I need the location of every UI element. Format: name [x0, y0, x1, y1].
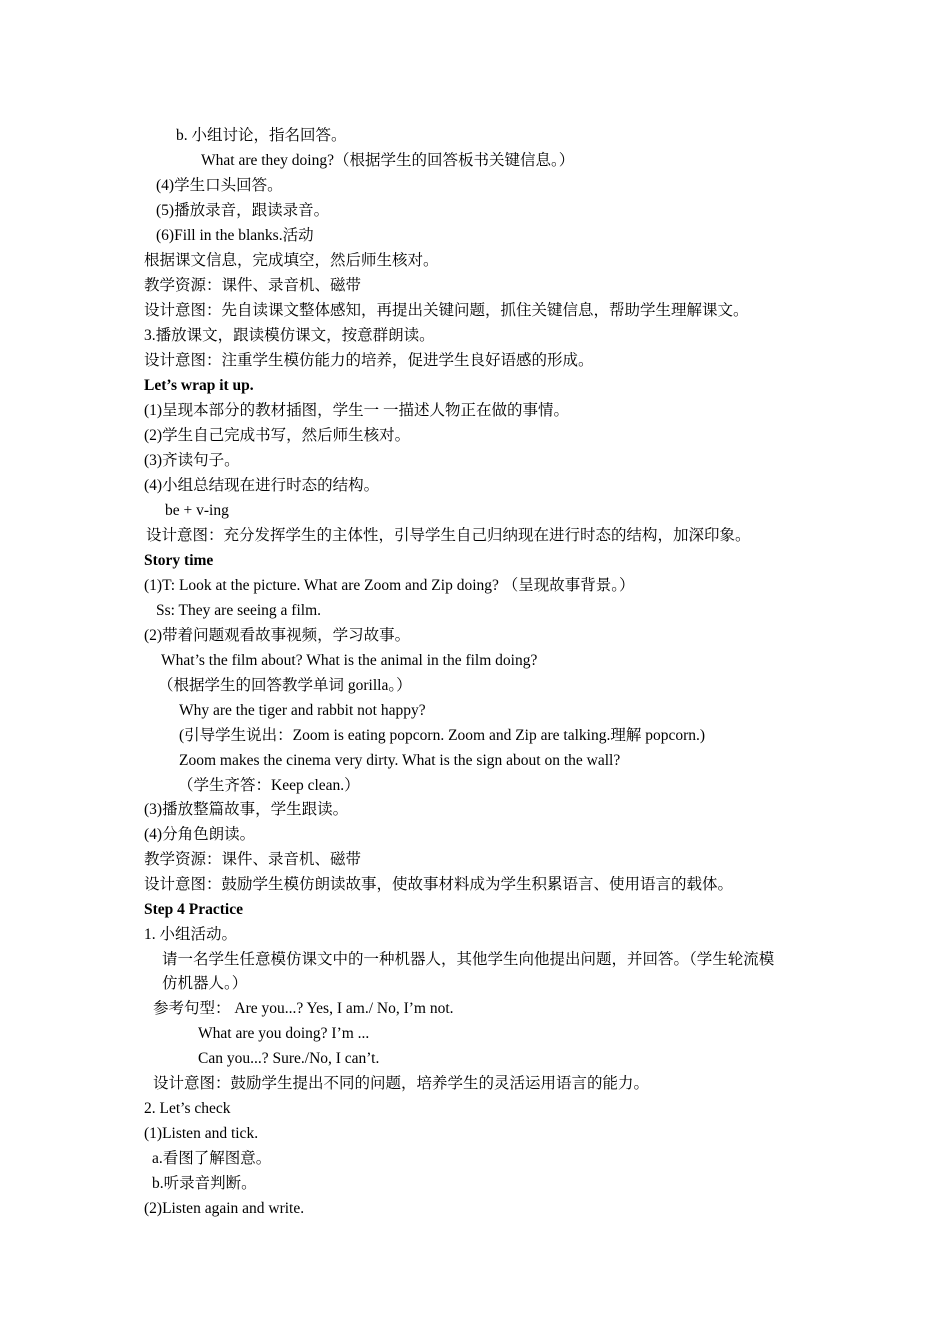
text-line: （学生齐答：Keep clean.）	[178, 777, 360, 794]
text-line: 仿机器人。）	[162, 975, 248, 992]
text-line: (3)播放整篇故事，学生跟读。	[144, 801, 349, 818]
text-line: 设计意图：鼓励学生提出不同的问题，培养学生的灵活运用语言的能力。	[153, 1075, 650, 1092]
text-line: a.看图了解图意。	[152, 1150, 272, 1167]
text-line: What are you doing? I’m ...	[198, 1025, 370, 1042]
text-line: be + v-ing	[165, 502, 229, 519]
text-line: Can you...? Sure./No, I can’t.	[198, 1050, 380, 1067]
text-line: 3.播放课文，跟读模仿课文，按意群朗读。	[144, 327, 435, 344]
text-line: (3)齐读句子。	[144, 452, 240, 469]
text-line: 根据课文信息，完成填空，然后师生核对。	[144, 252, 439, 269]
text-line: 2. Let’s check	[144, 1100, 231, 1117]
text-line: (引导学生说出：Zoom is eating popcorn. Zoom and Zip are talking.理解 popcorn.)	[179, 727, 706, 744]
text-line: (2)Listen again and write.	[144, 1200, 305, 1217]
text-line: 设计意图：注重学生模仿能力的培养，促进学生良好语感的形成。	[144, 352, 594, 369]
text-line: (2)学生自己完成书写，然后师生核对。	[144, 427, 411, 444]
text-line: (1)Listen and tick.	[144, 1125, 259, 1142]
text-line: 1. 小组活动。	[144, 926, 238, 943]
text-line: Why are the tiger and rabbit not happy?	[179, 702, 426, 719]
text-line: (4)小组总结现在进行时态的结构。	[144, 477, 380, 494]
text-line: （根据学生的回答教学单词 gorilla。）	[158, 677, 412, 694]
text-line: 参考句型： Are you...? Yes, I am./ No, I’m not.	[153, 1000, 454, 1017]
text-line: What’s the film about? What is the animal in the film doing?	[161, 652, 538, 669]
section-heading: Step 4 Practice	[144, 901, 243, 918]
text-line: (6)Fill in the blanks.活动	[156, 227, 314, 244]
text-line: Zoom makes the cinema very dirty. What is the sign about on the wall?	[179, 752, 621, 769]
text-line: 设计意图：鼓励学生模仿朗读故事，使故事材料成为学生积累语言、使用语言的载体。	[144, 876, 734, 893]
text-line: (2)带着问题观看故事视频，学习故事。	[144, 627, 411, 644]
text-line: (1)T: Look at the picture. What are Zoom and Zip doing? （呈现故事背景。）	[144, 577, 635, 594]
text-line: Ss: They are seeing a film.	[156, 602, 322, 619]
text-line: 设计意图：先自读课文整体感知，再提出关键问题，抓住关键信息，帮助学生理解课文。	[144, 302, 749, 319]
text-line: 教学资源：课件、录音机、磁带	[144, 851, 362, 868]
text-line: What are they doing?（根据学生的回答板书关键信息。）	[201, 152, 575, 169]
text-line: b.听录音判断。	[152, 1175, 257, 1192]
text-line: (4)分角色朗读。	[144, 826, 256, 843]
text-line: b. 小组讨论，指名回答。	[176, 127, 347, 144]
text-line: (4)学生口头回答。	[156, 177, 283, 194]
text-line: (5)播放录音，跟读录音。	[156, 202, 330, 219]
section-heading: Let’s wrap it up.	[144, 377, 254, 394]
text-line: 请一名学生任意模仿课文中的一种机器人，其他学生向他提出问题，并回答。（学生轮流模	[162, 951, 775, 968]
text-line: 设计意图：充分发挥学生的主体性，引导学生自己归纳现在进行时态的结构，加深印象。	[146, 527, 751, 544]
section-heading: Story time	[144, 552, 214, 569]
text-line: 教学资源：课件、录音机、磁带	[144, 277, 362, 294]
text-line: (1)呈现本部分的教材插图，学生一 一描述人物正在做的事情。	[144, 402, 569, 419]
